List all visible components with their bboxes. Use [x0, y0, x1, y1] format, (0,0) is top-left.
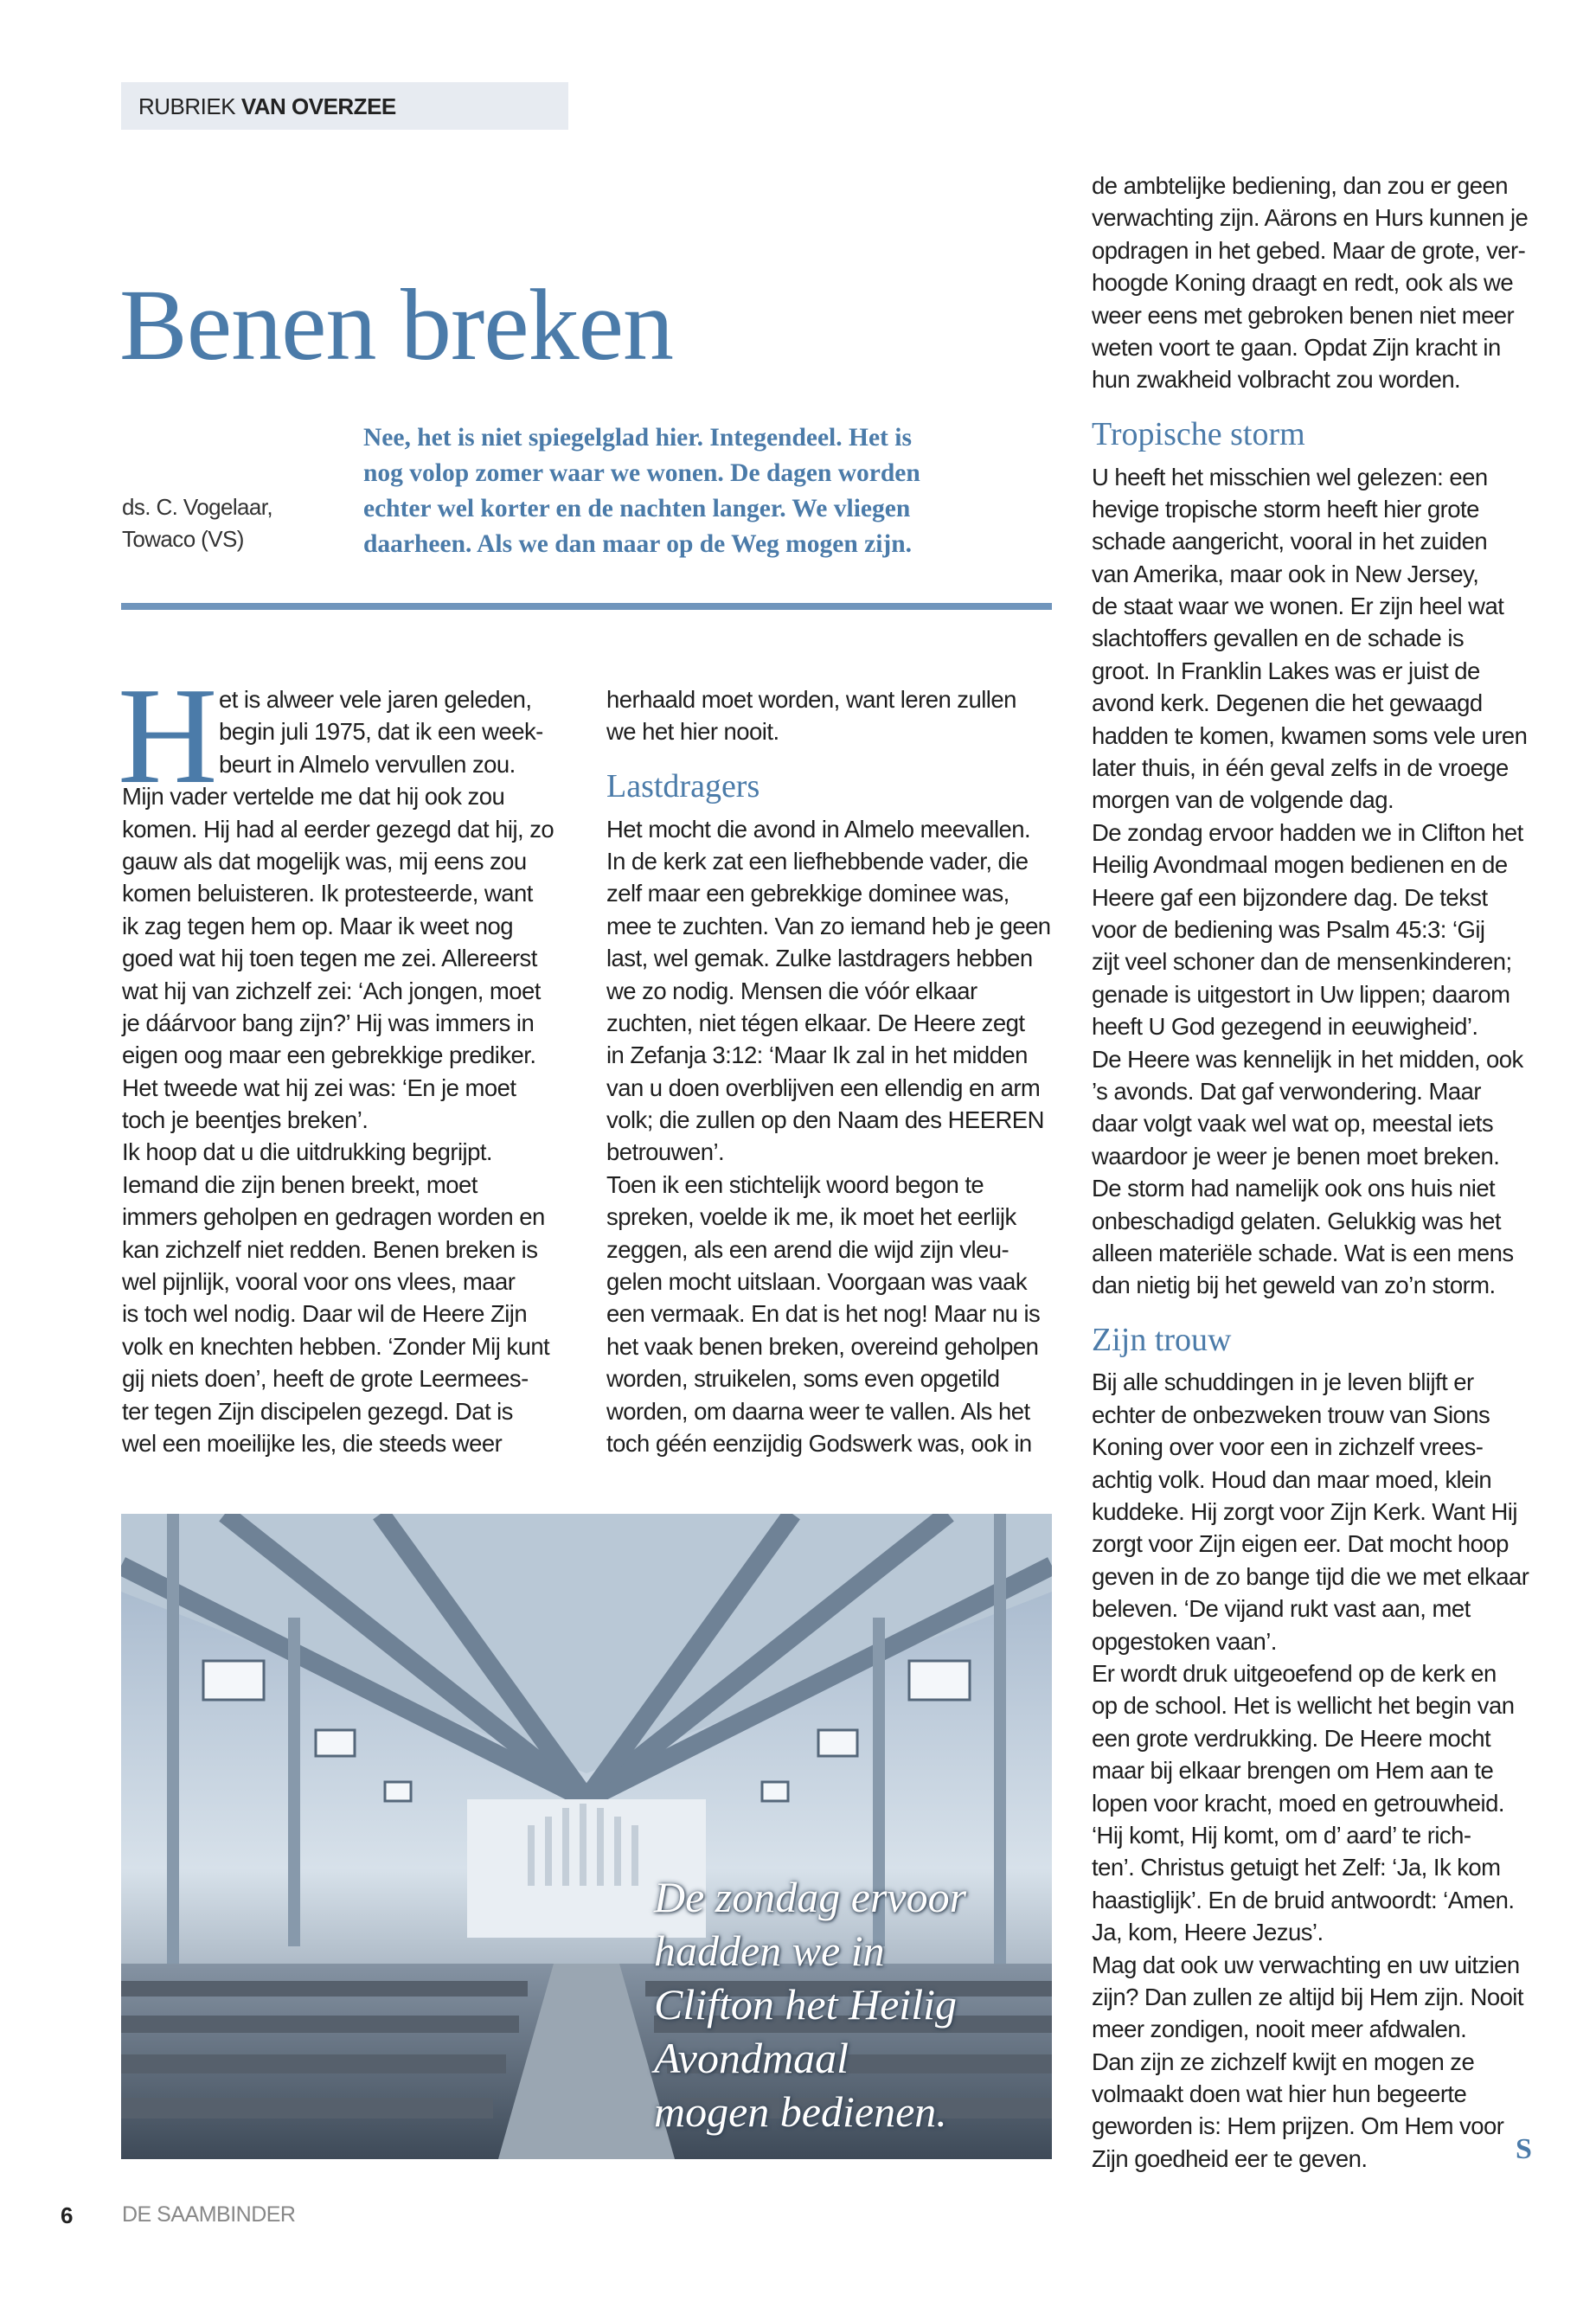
text-line: Dan zijn ze zichzelf kwijt en mogen ze — [1092, 2048, 1475, 2075]
text-line: ’s avonds. Dat gaf verwondering. Maar — [1092, 1077, 1481, 1105]
caption-line: mogen bedienen. — [654, 2087, 947, 2136]
text-line: dan nietig bij het geweld van zo’n storm. — [1092, 1272, 1496, 1299]
text-line: Koning over voor een in zichzelf vrees- — [1092, 1433, 1484, 1461]
caption-line: hadden we in — [654, 1926, 885, 1975]
text-line: de ambtelijke bediening, dan zou er geen — [1092, 172, 1509, 199]
text-line: morgen van de volgende dag. — [1092, 786, 1394, 814]
text-line: komen beluisteren. Ik protesteerde, want — [122, 880, 533, 907]
text-line: zorgt voor Zijn eigen eer. Dat mocht hoop — [1092, 1530, 1509, 1558]
caption-line: De zondag ervoor — [654, 1873, 967, 1921]
column-1 — [122, 683, 554, 1459]
text-line: van Amerika, maar ook in New Jersey, — [1092, 560, 1479, 587]
standfirst-line: Nee, het is niet spiegelglad hier. Integendeel. Het is — [363, 424, 912, 452]
text-line: weten voort te gaan. Opdat Zijn kracht in — [1092, 333, 1501, 361]
text-line: worden, struikelen, soms even opgetild — [606, 1365, 1000, 1393]
section-label-name: VAN OVERZEE — [240, 93, 396, 119]
section-heading: Tropische storm — [1092, 415, 1305, 452]
text-line: een grote verdrukking. De Heere mocht — [1092, 1724, 1491, 1752]
text-line: herhaald moet worden, want leren zullen — [606, 686, 1016, 713]
text-line: spreken, voelde ik me, ik moet het eerlijk — [606, 1203, 1016, 1231]
text-line: groot. In Franklin Lakes was er juist de — [1092, 657, 1480, 684]
text-line: betrouwen’. — [606, 1138, 725, 1166]
text-line: Iemand die zijn benen breekt, moet — [122, 1170, 478, 1198]
text-line: Toen ik een stichtelijk woord begon te — [606, 1170, 984, 1198]
text-line: meer zondigen, nooit meer afdwalen. — [1092, 2016, 1467, 2043]
text-line: immers geholpen en gedragen worden en — [122, 1203, 545, 1231]
text-line: hun zwakheid volbracht zou worden. — [1092, 366, 1461, 394]
text-line: zelf maar een gebrekkige dominee was, — [606, 880, 1010, 907]
text-line: komen. Hij had al eerder gezegd dat hij, zo — [122, 815, 554, 843]
text-line: et is alweer vele jaren geleden, — [219, 686, 532, 713]
magazine-name: DE SAAMBINDER — [122, 2202, 296, 2227]
text-line: de staat waar we wonen. Er zijn heel wat — [1092, 593, 1504, 620]
text-line: volk; die zullen op den Naam des HEEREN — [606, 1106, 1044, 1134]
text-line: opdragen in het gebed. Maar de grote, ver- — [1092, 236, 1526, 264]
text-line: maar bij elkaar brengen om Hem aan te — [1092, 1757, 1494, 1785]
text-line: een vermaak. En dat is het nog! Maar nu is — [606, 1300, 1041, 1328]
photo-caption — [654, 1870, 966, 2138]
text-line: volmaakt doen wat hier hun begeerte — [1092, 2080, 1467, 2108]
text-line: mee te zuchten. Van zo iemand heb je geen — [606, 912, 1051, 939]
text-line: achtig volk. Houd dan maar moed, klein — [1092, 1465, 1492, 1493]
text-line: beleven. ‘De vijand rukt vast aan, met — [1092, 1595, 1471, 1623]
text-line: geworden is: Hem prijzen. Om Hem voor — [1092, 2112, 1504, 2140]
text-line: Ja, kom, Heere Jezus’. — [1092, 1919, 1324, 1946]
article-title: Benen breken — [119, 268, 673, 381]
text-line: schade aangericht, vooral in het zuiden — [1092, 528, 1488, 555]
text-line: gauw als dat mogelijk was, mij eens zou — [122, 847, 527, 875]
text-line: is toch wel nodig. Daar wil de Heere Zijn — [122, 1300, 528, 1328]
section-heading: Lastdragers — [606, 767, 760, 804]
text-line: geven in de zo bange tijd die we met elkaar — [1092, 1562, 1529, 1590]
text-line: haastiglijk’. En de bruid antwoordt: ‘Amen. — [1092, 1886, 1515, 1913]
text-line: volk en knechten hebben. ‘Zonder Mij kunt — [122, 1332, 550, 1360]
text-line: op de school. Het is wellicht het begin van — [1092, 1692, 1515, 1720]
text-line: ik zag tegen hem op. Maar ik weet nog — [122, 912, 513, 939]
text-line: verwachting zijn. Aärons en Hurs kunnen je — [1092, 204, 1529, 232]
author-location: Towaco (VS) — [122, 526, 244, 552]
text-line: U heeft het misschien wel gelezen: een — [1092, 463, 1488, 490]
text-line: echter de onbezweken trouw van Sions — [1092, 1400, 1490, 1428]
text-line: hoogde Koning draagt en redt, ook als we — [1092, 269, 1514, 297]
text-line: Zijn goedheid eer te geven. — [1092, 2144, 1368, 2172]
caption-line: Clifton het Heilig — [654, 1980, 957, 2029]
text-line: zijt veel schoner dan de mensenkinderen; — [1092, 948, 1512, 976]
text-line: Bij alle schuddingen in je leven blijft er — [1092, 1368, 1474, 1396]
standfirst — [363, 420, 1038, 562]
text-line: zuchten, niet tégen elkaar. De Heere zegt — [606, 1009, 1025, 1036]
text-line: Er wordt druk uitgeoefend op de kerk en — [1092, 1660, 1497, 1687]
text-line: De zondag ervoor hadden we in Clifton het — [1092, 818, 1523, 846]
text-line: toch géén eenzijdig Godswerk was, ook in — [606, 1430, 1032, 1457]
text-line: we zo nodig. Mensen die vóór elkaar — [606, 977, 977, 1004]
caption-line: Avondmaal — [654, 2034, 849, 2082]
text-line: gelen mocht uitslaan. Voorgaan was vaak — [606, 1268, 1028, 1296]
text-line: eigen oog maar een gebrekkige prediker. — [122, 1042, 536, 1069]
text-line: De storm had namelijk ook ons huis niet — [1092, 1175, 1496, 1202]
text-line: opgestoken vaan’. — [1092, 1627, 1277, 1655]
text-line: last, wel gemak. Zulke lastdragers hebben — [606, 945, 1033, 972]
text-line: voor de bediening was Psalm 45:3: ‘Gij — [1092, 916, 1485, 943]
text-line: hevige tropische storm heeft hier grote — [1092, 495, 1479, 522]
byline — [122, 491, 272, 555]
text-line: kuddeke. Hij zorgt voor Zijn Kerk. Want Hij — [1092, 1498, 1517, 1526]
text-line: ten’. Christus getuigt het Zelf: ‘Ja, Ik kom — [1092, 1854, 1501, 1881]
text-line: kan zichzelf niet redden. Benen breken is — [122, 1235, 538, 1263]
text-line: alleen materiële schade. Wat is een mens — [1092, 1239, 1514, 1266]
text-line: heeft U God gezegend in eeuwigheid’. — [1092, 1013, 1478, 1041]
section-label — [121, 82, 568, 130]
text-line: Mag dat ook uw verwachting en uw uitzien — [1092, 1951, 1520, 1978]
text-line: later thuis, in één geval zelfs in de vroege — [1092, 754, 1509, 782]
text-line: Heere gaf een bijzondere dag. De tekst — [1092, 883, 1488, 911]
text-line: Heilig Avondmaal mogen bedienen en de — [1092, 851, 1508, 879]
author: ds. C. Vogelaar, — [122, 494, 272, 520]
section-heading: Zijn trouw — [1092, 1321, 1232, 1358]
text-line: In de kerk zat een liefhebbende vader, die — [606, 847, 1029, 875]
text-line: daar volgt vaak wel wat op, meestal iets — [1092, 1110, 1494, 1138]
text-line: wel een moeilijke les, die steeds weer — [122, 1429, 503, 1457]
text-line: onbeschadigd gelaten. Gelukkig was het — [1092, 1207, 1501, 1234]
standfirst-line: daarheen. Als we dan maar op de Weg mogen zijn. — [363, 530, 913, 558]
column-3 — [1092, 170, 1529, 2175]
text-line: lopen voor kracht, moed en getrouwheid. — [1092, 1789, 1504, 1817]
text-line: Het mocht die avond in Almelo meevallen. — [606, 815, 1031, 843]
column-2 — [606, 683, 1051, 1459]
section-label-prefix: RUBRIEK — [138, 93, 236, 119]
text-line: je dáárvoor bang zijn?’ Hij was immers in — [122, 1009, 535, 1036]
text-line: waardoor je weer je benen moet breken. — [1092, 1142, 1500, 1170]
text-line: Het tweede wat hij zei was: ‘En je moet — [122, 1074, 516, 1101]
text-line: worden, om daarna weer te vallen. Als het — [606, 1397, 1030, 1425]
text-line: zijn? Dan zullen ze altijd bij Hem zijn. Nooit — [1092, 1983, 1523, 2010]
divider — [121, 603, 1052, 610]
standfirst-line: echter wel korter en de nachten langer. We vliegen — [363, 495, 911, 522]
text-line: weer eens met gebroken benen niet meer — [1092, 301, 1515, 329]
text-line: zeggen, als een arend die wijd zijn vleu- — [606, 1235, 1010, 1263]
text-line: we het hier nooit. — [606, 718, 779, 746]
end-mark-logo: S — [1516, 2133, 1532, 2165]
text-line: gij niets doen’, heeft de grote Leermees- — [122, 1365, 529, 1393]
text-line: hadden te komen, kwamen soms vele uren — [1092, 721, 1528, 749]
text-line: De Heere was kennelijk in het midden, ook — [1092, 1045, 1523, 1073]
text-line: toch je beentjes breken’. — [122, 1106, 369, 1134]
text-line: avond kerk. Degenen die het gewaagd — [1092, 689, 1483, 717]
text-line: Mijn vader vertelde me dat hij ook zou — [122, 783, 505, 811]
text-line: beurt in Almelo vervullen zou. — [219, 750, 516, 778]
text-line: ter tegen Zijn discipelen gezegd. Dat is — [122, 1397, 513, 1425]
text-line: ‘Hij komt, Hij komt, om d’ aard’ te rich- — [1092, 1821, 1471, 1849]
standfirst-line: nog volop zomer waar we wonen. De dagen worden — [363, 459, 920, 487]
text-line: slachtoffers gevallen en de schade is — [1092, 625, 1465, 652]
text-line: van u doen overblijven een ellendig en arm — [606, 1074, 1041, 1101]
text-line: in Zefanja 3:12: ‘Maar Ik zal in het midden — [606, 1042, 1028, 1069]
text-line: genade is uitgestort in Uw lippen; daarom — [1092, 980, 1510, 1008]
drop-cap: H — [118, 658, 218, 812]
text-line: begin juli 1975, dat ik een week- — [219, 718, 543, 746]
text-line: wel pijnlijk, vooral voor ons vlees, maar — [122, 1268, 516, 1296]
text-line: goed wat hij toen tegen me zei. Allereerst — [122, 945, 537, 972]
page-number: 6 — [61, 2202, 74, 2228]
text-line: wat hij van zichzelf zei: ‘Ach jongen, moet — [122, 977, 541, 1004]
text-line: het vaak benen breken, overeind geholpen — [606, 1332, 1039, 1360]
text-line: Ik hoop dat u die uitdrukking begrijpt. — [122, 1138, 493, 1166]
